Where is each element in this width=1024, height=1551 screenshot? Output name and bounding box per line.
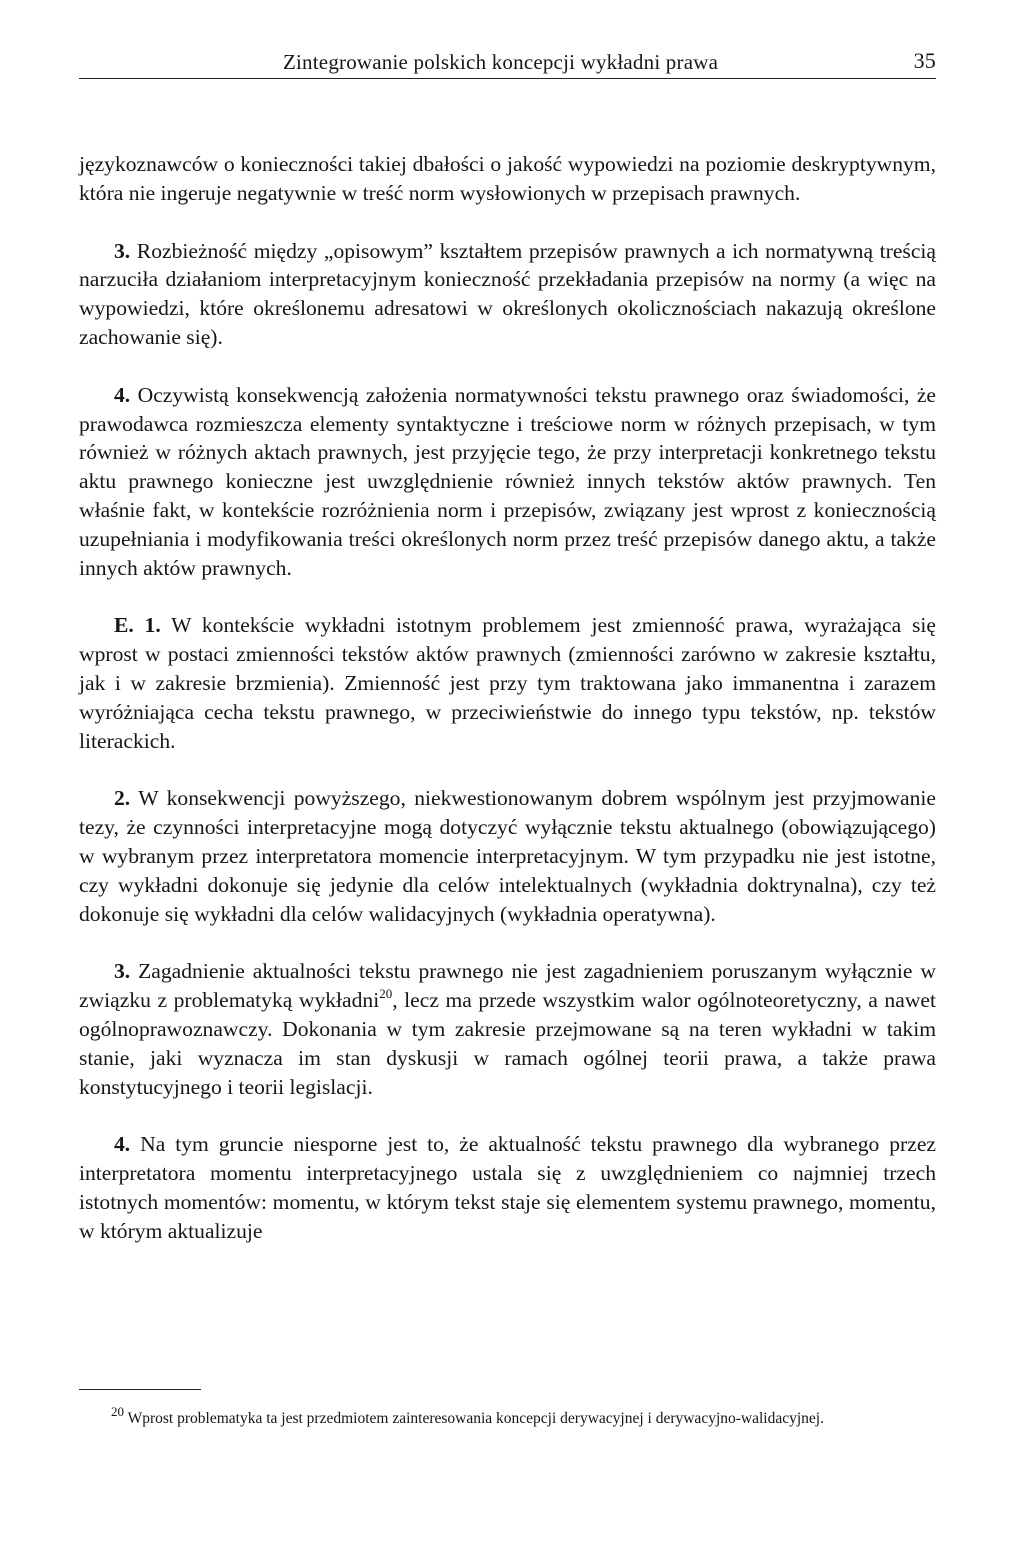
paragraph-text: Rozbieżność między „opisowym” kształtem przepisów prawnych a ich normatywną treścią narzuciła działaniom interpretacyjnym konieczność przekładania przepisów na normy (a więc na wypowiedzi, które określonemu adresatowi w określonych okolicznościach nakazują określone zachowanie się). [79, 238, 936, 349]
page-number: 35 [913, 48, 936, 73]
paragraph-text: Oczywistą konsekwencją założenia normatywności tekstu prawnego oraz świadomości, że prawodawca rozmieszcza elementy syntaktyczne i treściowe norm w różnych przepisach, w tym również w różnych aktach prawnych, jest przyjęcie tego, że przy interpretacji konkretnego tekstu aktu prawnego konieczne jest uwzględnienie również innych tekstów aktów prawnych. Ten właśnie fakt, w kontekście rozróżnienia norm i przepisów, związany jest wprost z koniecznością uzupełniania i modyfikowania treści określonych norm przez treść przepisów danego aktu, a także innych aktów prawnych. [79, 382, 936, 580]
running-title: Zintegrowanie polskich koncepcji wykładni prawa [283, 50, 719, 74]
paragraph-text: W konsekwencji powyższego, niekwestionowanym dobrem wspólnym jest przyjmowanie tezy, że czynności interpretacyjne mogą dotyczyć wyłącznie tekstu aktualnego (obowiązującego) w wybranym przez interpretatora momencie interpretacyjnym. W tym przypadku nie jest istotne, czy wykładni dokonuje się jedynie dla celów intelektualnych (wykładnia doktrynalna), czy też dokonuje się wykładni dla celów walidacyjnych (wykładnia operatywna). [79, 786, 936, 926]
footnote-reference[interactable]: 20 [379, 985, 393, 1001]
footnote-number: 20 [111, 1403, 124, 1419]
document-page [79, 40, 936, 1427]
header-rule [79, 78, 936, 79]
paragraph-4 [79, 381, 936, 583]
paragraph-3 [79, 237, 936, 352]
paragraph-text-continued: , lecz ma przede wszystkim walor ogólnoteoretyczny, a nawet ogólnoprawoznawczy. Dokonania w tym zakresie przejmowane są na teren wykładni w takim stanie, jaki wyznacza im stan dyskusji w ramach ogólnej teorii prawa, a także prawa konstytucyjnego i teorii legislacji. [79, 988, 936, 1099]
running-header [79, 40, 936, 80]
paragraph-number: 3. [114, 238, 131, 263]
paragraph-text: W kontekście wykładni istotnym problemem jest zmienność prawa, wyrażająca się wprost w postaci zmienności tekstów aktów prawnych (zmienności zarówno w zakresie kształtu, jak i w zakresie brzmienia). Zmienność jest przy tym traktowana jako immanentna i zarazem wyróżniająca cecha tekstu prawnego, w przeciwieństwie do innego typu tekstów, np. tekstów literackich. [79, 613, 936, 753]
footnote-body: Wprost problematyka ta jest przedmiotem zainteresowania koncepcji derywacyjnej i derywacyjno-walidacyjnej. [127, 1410, 824, 1427]
paragraph-text: językoznawców o konieczności takiej dbałości o jakość wypowiedzi na poziomie deskryptywnym, która nie ingeruje negatywnie w treść norm wysłowionych w przepisach prawnych. [79, 152, 936, 205]
paragraph-continuation [79, 150, 936, 208]
footnote-rule [79, 1389, 201, 1390]
paragraph-number: E. 1. [114, 613, 161, 638]
paragraph-text: Zagadnienie aktualności tekstu prawnego nie jest zagadnieniem poruszanym wyłącznie w związku z problematyką wykładni [79, 959, 936, 1013]
paragraph-number: 4. [114, 382, 131, 407]
paragraph-text: Na tym gruncie niesporne jest to, że aktualność tekstu prawnego dla wybranego przez interpretatora momentu interpretacyjnego ustala się z uwzględnieniem co najmniej trzech istotnych momentów: momentu, w którym tekst staje się elementem systemu prawnego, momentu, w którym aktualizuje [79, 1132, 936, 1243]
paragraph-number: 3. [114, 959, 131, 984]
paragraph-number: 4. [114, 1132, 131, 1157]
paragraph-4b [79, 1130, 936, 1245]
body-text [79, 150, 936, 1246]
footnote-text [79, 1403, 936, 1431]
footnote [79, 1403, 936, 1431]
paragraph-number: 2. [114, 786, 131, 811]
paragraph-e1 [79, 611, 936, 755]
paragraph-3b [79, 957, 936, 1101]
paragraph-2 [79, 784, 936, 928]
